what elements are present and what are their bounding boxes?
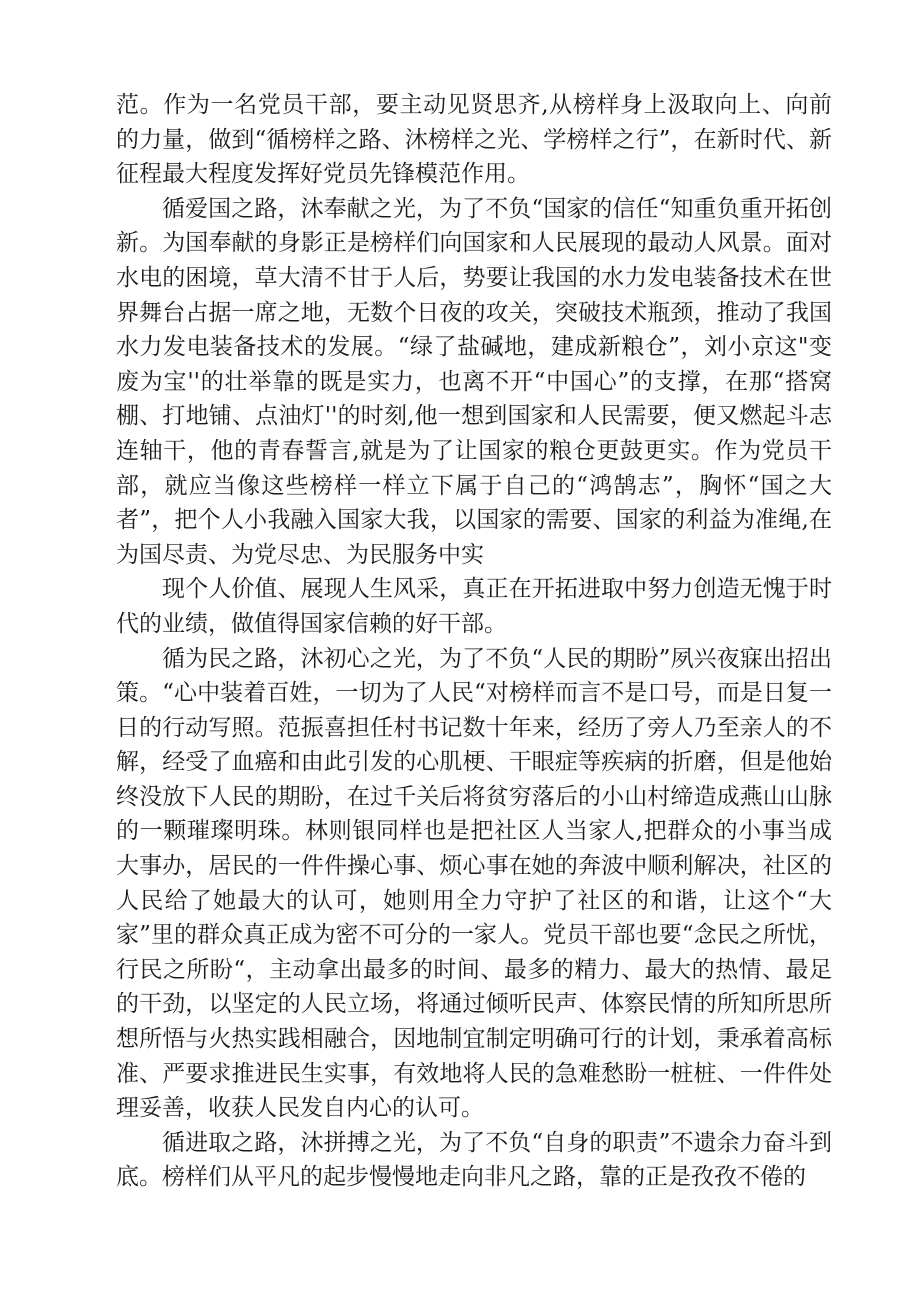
paragraph-5: 循进取之路，沐拼搏之光，为了不负“自身的职责”不遗余力奋斗到底。榜样们从平凡的起步慢慢地走向非凡之路，靠的正是孜孜不倦的 — [116, 1129, 832, 1191]
paragraph-3: 现个人价值、展现人生风采，真正在开拓进取中努力创造无愧于时代的业绩，做值得国家信赖的好干部。 — [116, 576, 832, 637]
document-body — [116, 88, 832, 1195]
paragraph-1: 范。作为一名党员干部，要主动见贤思齐,从榜样身上汲取向上、向前的力量，做到“循榜样之路、沐榜样之光、学榜样之行”，在新时代、新征程最大程度发挥好党员先锋模范作用。 — [116, 92, 832, 188]
paragraph-2: 循爱国之路，沐奉献之光，为了不负“国家的信任“知重负重开拓创新。为国奉献的身影正是榜样们向国家和人民展现的最动人风景。面对水电的困境，草大清不甘于人后，势要让我国的水力发电装备技术在世界舞台占据一席之地，无数个日夜的攻关，突破技术瓶颈，推动了我国水力发电装备技术的发展。“绿了盐碱地，建成新粮仓”，刘小京这"变废为宝''的壮举靠的既是实力，也离不开“中国心”的支撑，在那“搭窝棚、打地铺、点油灯''的时刻,他一想到国家和人民需要，便又燃起斗志连轴干，他的青春誓言,就是为了让国家的粮仓更鼓更实。作为党员干部，就应当像这些榜样一样立下属于自己的“鸿鹄志”，胸怀“国之大者”，把个人小我融入国家大我，以国家的需要、国家的利益为准绳,在为国尽责、为党尽忠、为民服务中实 — [116, 195, 832, 568]
paragraph-4: 循为民之路，沐初心之光，为了不负“人民的期盼”夙兴夜寐出招出策。“心中装着百姓，一切为了人民“对榜样而言不是口号，而是日复一日的行动写照。范振喜担任村书记数十年来，经历了旁人乃至亲人的不解，经受了血癌和由此引发的心肌梗、干眼症等疾病的折磨，但是他始终没放下人民的期盼，在过千关后将贫穷落后的小山村缔造成燕山山脉的一颗璀璨明珠。林则银同样也是把社区人当家人,把群众的小事当成大事办，居民的一件件操心事、烦心事在她的奔波中顺利解决，社区的人民给了她最大的认可，她则用全力守护了社区的和谐，让这个“大家”里的群众真正成为密不可分的一家人。党员干部也要“念民之所忧，行民之所盼“，主动拿出最多的时间、最多的精力、最大的热情、最足的干劲，以坚定的人民立场，将通过倾听民声、体察民情的所知所思所想所悟与火热实践相融合，因地制宜制定明确可行的计划，秉承着高标准、严要求推进民生实事，有效地将人民的急难愁盼一桩桩、一件件处理妥善，收获人民发自内心的认可。 — [116, 645, 832, 1122]
